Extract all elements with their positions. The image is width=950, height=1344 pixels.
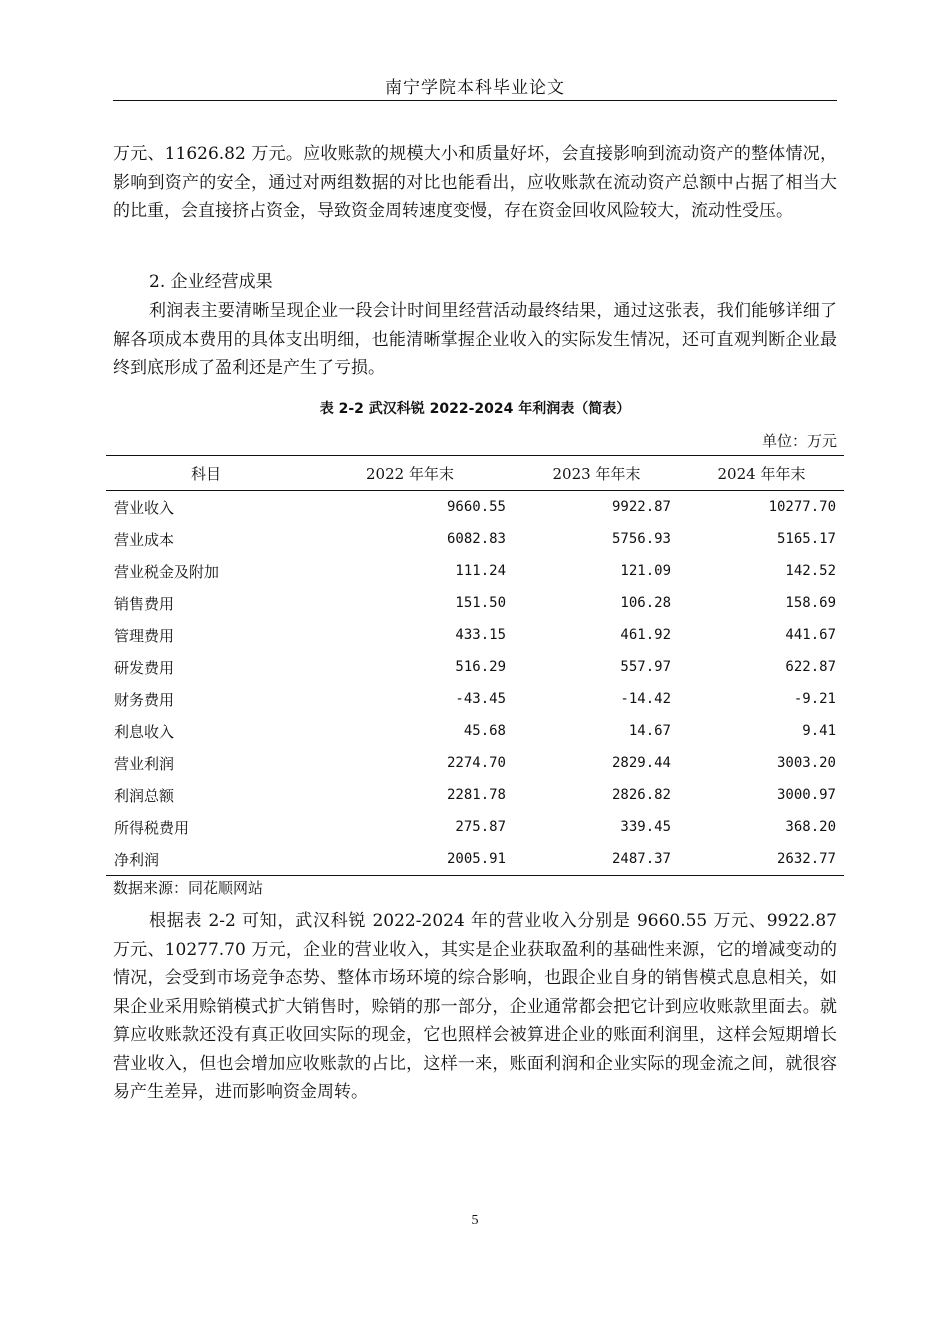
- cell-value: 6082.83: [446, 531, 506, 547]
- table-row: [106, 811, 844, 843]
- column-header: 2023 年年末: [514, 456, 679, 491]
- row-label: 利润总额: [114, 786, 175, 805]
- row-label: 管理费用: [114, 626, 175, 645]
- cell-value: 2281.78: [446, 787, 506, 803]
- cell-value: 622.87: [785, 659, 836, 675]
- paragraph-analysis: 根据表 2-2 可知，武汉科锐 2022-2024 年的营业收入分别是 9660.55 万元、9922.87 万元、10277.70 万元，企业的营业收入，其实是企业获取盈利的基础性来源，它的增减变动的情况，会受到市场竞争态势、整体市场环境的综合影响，也跟企业自身的销售模式息息相关，如果企业采用赊销模式扩大销售时，赊销的那一部分，企业通常都会把它计到应收账款里面去。就算应收账款还没有真正收回实际的现金，它也照样会被算进企业的账面利润里，这样会短期增长营业收入，但也会增加应收账款的占比，这样一来，账面利润和企业实际的现金流之间，就很容易产生差异，进而影响资金周转。: [113, 911, 837, 1102]
- table-row: [106, 715, 844, 747]
- table-row: [106, 651, 844, 683]
- row-label: 营业税金及附加: [114, 562, 220, 581]
- cell-value: 2487.37: [514, 843, 679, 876]
- cell-value: 441.67: [785, 627, 836, 643]
- table-row: [106, 491, 844, 524]
- cell-value: 142.52: [785, 563, 836, 579]
- row-label: 财务费用: [114, 690, 175, 709]
- cell-value: 106.28: [620, 595, 671, 611]
- cell-value: 158.69: [785, 595, 836, 611]
- column-header: 2022 年年末: [306, 456, 514, 491]
- cell-value: 2274.70: [446, 755, 506, 771]
- cell-value: -14.42: [620, 691, 671, 707]
- cell-value: 2829.44: [611, 755, 671, 771]
- row-label: 营业成本: [114, 530, 175, 549]
- cell-value: 14.67: [628, 723, 671, 739]
- cell-value: 516.29: [455, 659, 506, 675]
- row-label: 研发费用: [114, 658, 175, 677]
- running-header: 南宁学院本科毕业论文: [385, 78, 565, 98]
- row-label: 所得税费用: [114, 818, 190, 837]
- data-source-note: 数据来源：同花顺网站: [113, 879, 264, 897]
- cell-value: 368.20: [785, 819, 836, 835]
- column-header: 科目: [106, 456, 306, 491]
- cell-value: 121.09: [620, 563, 671, 579]
- cell-value: 10277.70: [768, 499, 836, 515]
- table-caption: 表 2-2 武汉科锐 2022-2024 年利润表（简表）: [319, 401, 631, 417]
- cell-value: 9922.87: [611, 499, 671, 515]
- cell-value: 5756.93: [611, 531, 671, 547]
- table-row: [106, 779, 844, 811]
- cell-value: 5165.17: [776, 531, 836, 547]
- income-statement-table: [106, 455, 844, 876]
- cell-value: -43.45: [455, 691, 506, 707]
- row-label: 营业利润: [114, 754, 175, 773]
- table-row: [106, 843, 844, 876]
- paragraph-profit-statement: 利润表主要清晰呈现企业一段会计时间里经营活动最终结果，通过这张表，我们能够详细了解各项成本费用的具体支出明细，也能清晰掌握企业收入的实际发生情况，还可直观判断企业最终到底形成了盈利还是产生了亏损。: [113, 301, 837, 378]
- row-label: 利息收入: [114, 722, 175, 741]
- cell-value: -9.21: [793, 691, 836, 707]
- row-label: 营业收入: [114, 498, 175, 517]
- cell-value: 9660.55: [446, 499, 506, 515]
- cell-value: 557.97: [620, 659, 671, 675]
- cell-value: 2632.77: [679, 843, 844, 876]
- cell-value: 433.15: [455, 627, 506, 643]
- header-rule: [113, 100, 837, 101]
- cell-value: 275.87: [455, 819, 506, 835]
- page-number: 5: [471, 1213, 479, 1228]
- cell-value: 45.68: [463, 723, 506, 739]
- column-header: 2024 年年末: [679, 456, 844, 491]
- section-subheading: 2. 企业经营成果: [149, 272, 273, 292]
- cell-value: 339.45: [620, 819, 671, 835]
- table-row: [106, 555, 844, 587]
- table-row: [106, 587, 844, 619]
- cell-value: 3000.97: [776, 787, 836, 803]
- table-row: [106, 619, 844, 651]
- cell-value: 111.24: [455, 563, 506, 579]
- cell-value: 3003.20: [776, 755, 836, 771]
- table-unit: 单位：万元: [761, 432, 837, 450]
- cell-value: 2826.82: [611, 787, 671, 803]
- cell-value: 461.92: [620, 627, 671, 643]
- paragraph-intro: 万元、11626.82 万元。应收账款的规模大小和质量好坏，会直接影响到流动资产的整体情况，影响到资产的安全，通过对两组数据的对比也能看出，应收账款在流动资产总额中占据了相当大的比重，会直接挤占资金，导致资金周转速度变慢，存在资金回收风险较大，流动性受压。: [113, 144, 837, 221]
- cell-value: 2005.91: [306, 843, 514, 876]
- table-row: [106, 683, 844, 715]
- table-header-row: [106, 456, 844, 491]
- table-row: [106, 747, 844, 779]
- cell-value: 151.50: [455, 595, 506, 611]
- table-row: [106, 523, 844, 555]
- cell-value: 9.41: [802, 723, 836, 739]
- row-label: 净利润: [106, 843, 306, 876]
- row-label: 销售费用: [114, 594, 175, 613]
